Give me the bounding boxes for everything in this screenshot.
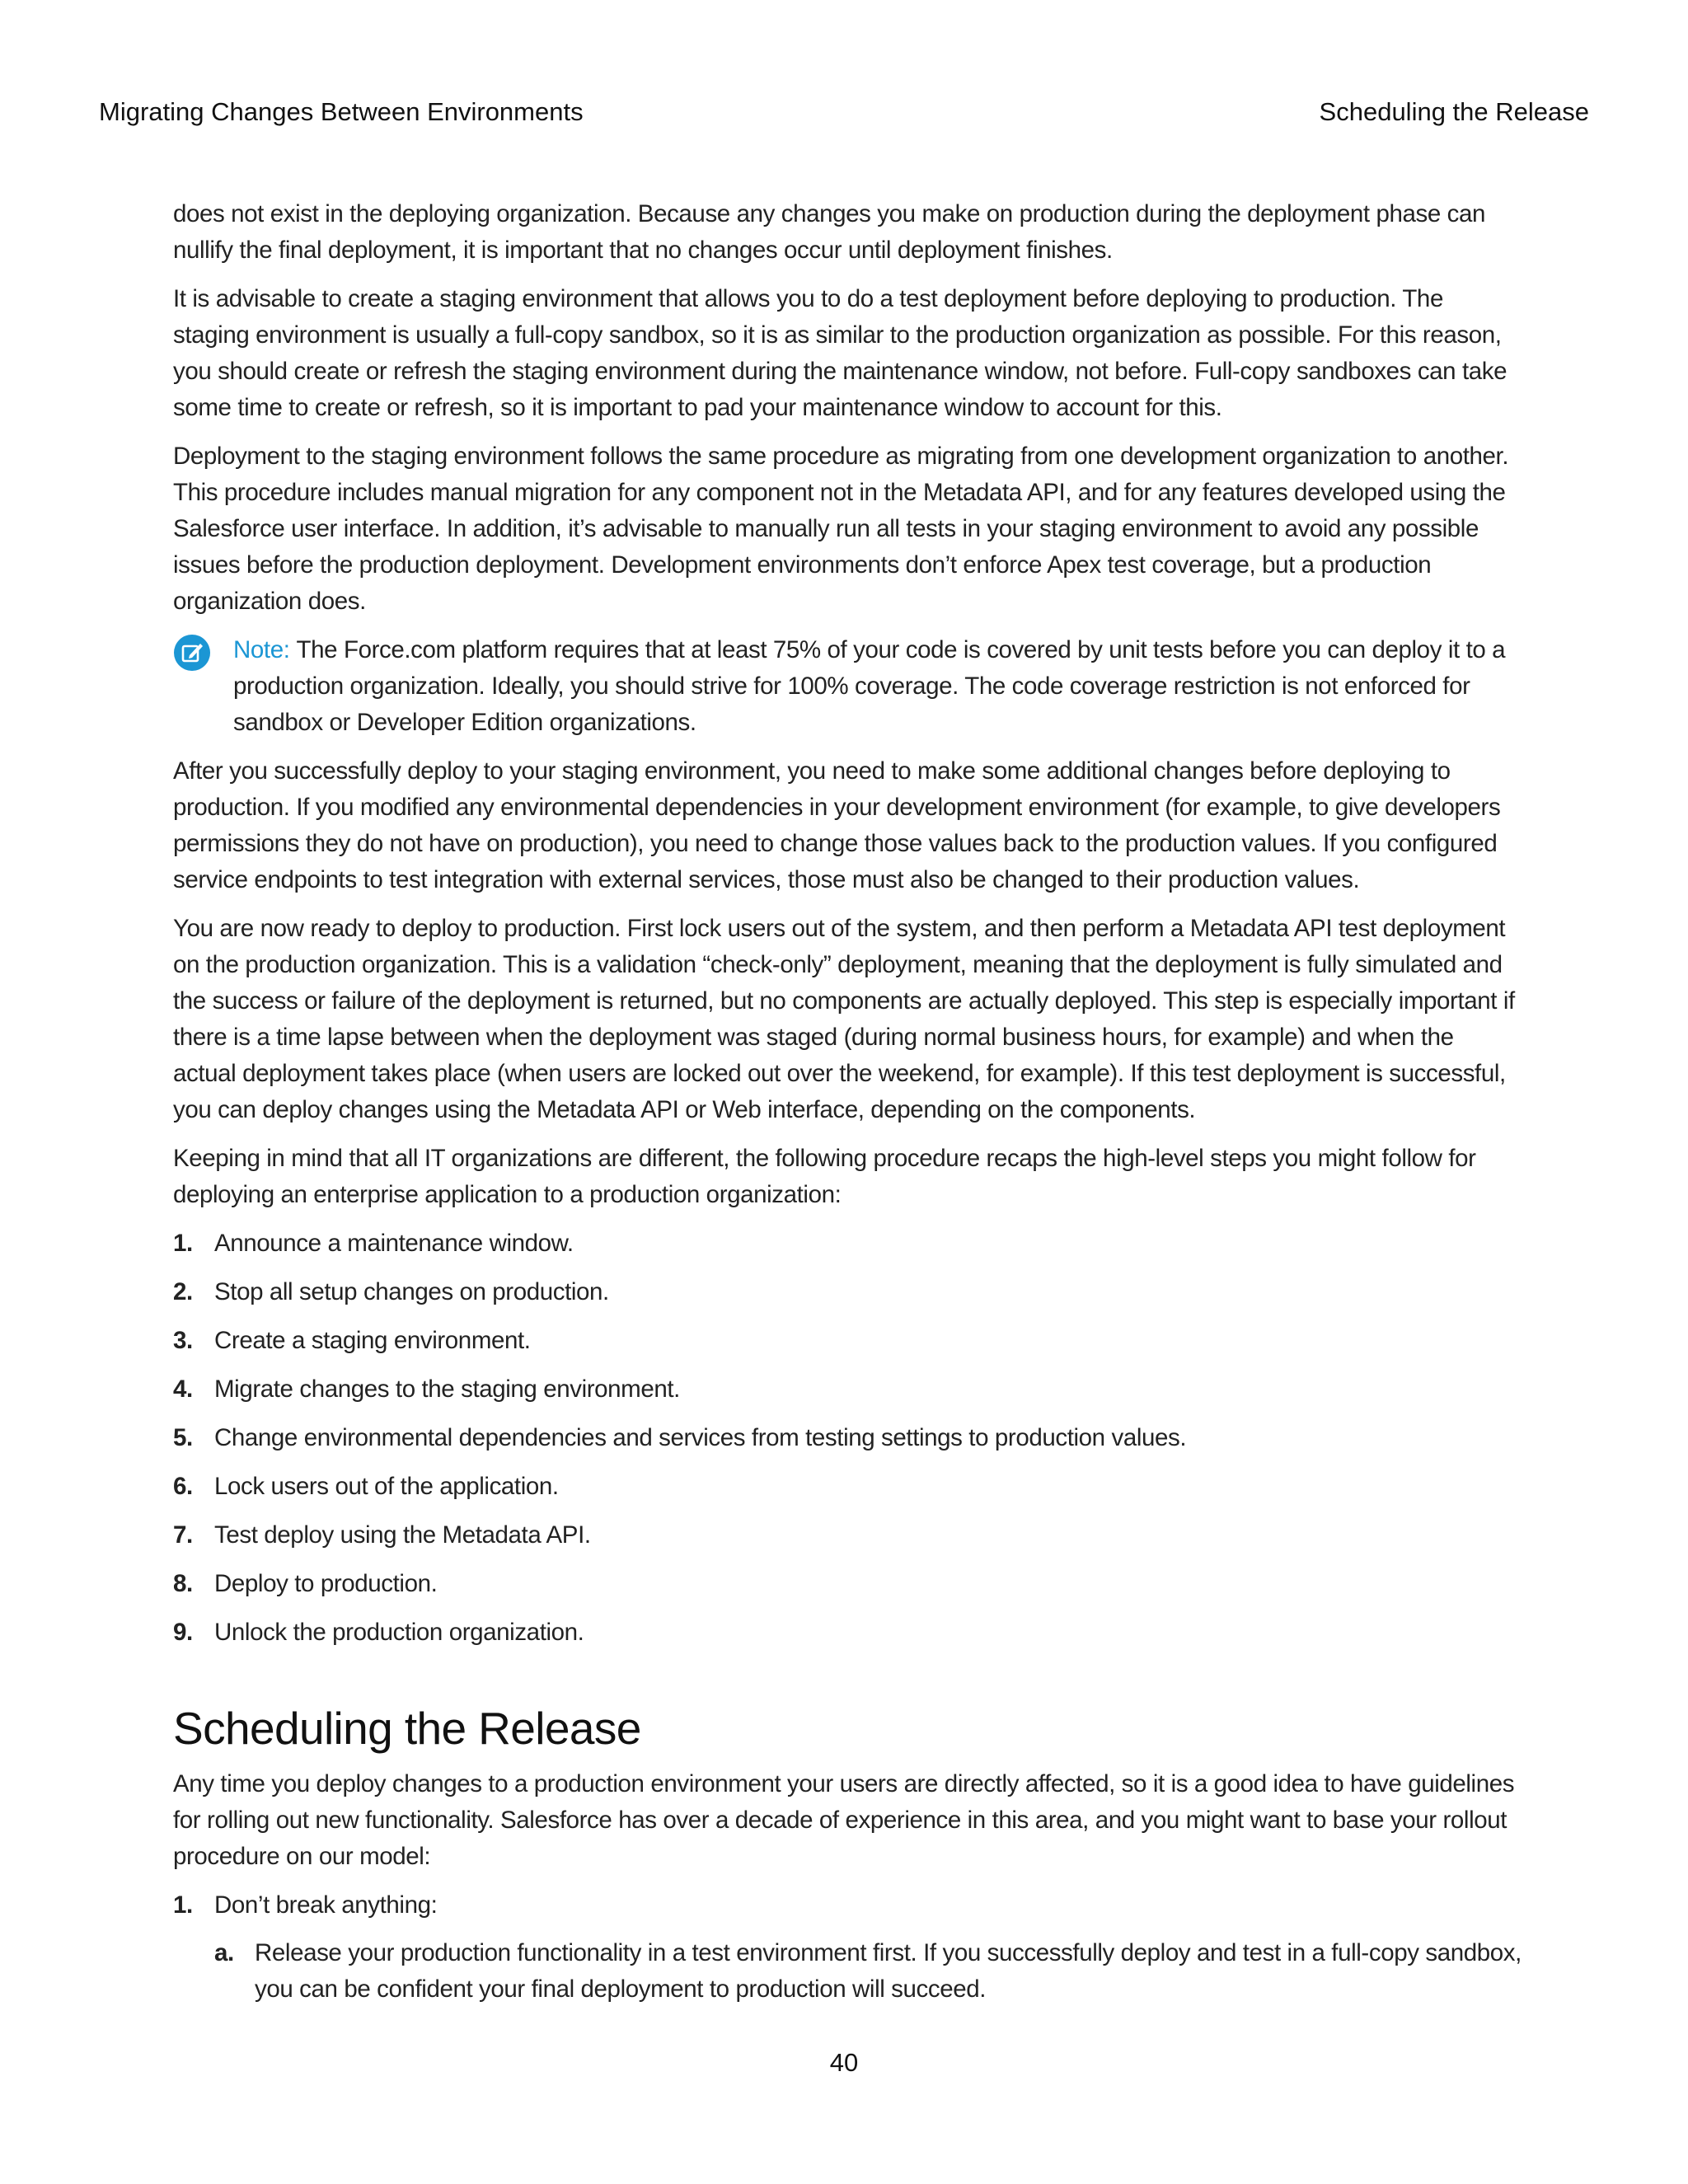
list-item bbox=[173, 1323, 1522, 1359]
header-section-title: Scheduling the Release bbox=[1319, 97, 1589, 126]
sub-list-item bbox=[214, 1935, 1522, 2008]
paragraph: It is advisable to create a staging environment that allows you to do a test deployment before deploying to production. The staging environment is usually a full-copy sandbox, so it is as similar to the production organization as possible. For this reason, you should create or refresh the staging environment during the maintenance window, not before. Full-copy sandboxes can take some time to create or refresh, so it is important to pad your maintenance window to account for this. bbox=[173, 285, 1507, 421]
list-item-number: 1. bbox=[173, 1230, 193, 1257]
list-item-text: Announce a maintenance window. bbox=[214, 1230, 574, 1257]
note-callout bbox=[173, 632, 1522, 741]
deployment-steps-list bbox=[173, 1226, 1522, 1651]
list-item-number: 2. bbox=[173, 1278, 193, 1305]
list-item-number: 3. bbox=[173, 1327, 193, 1354]
list-item-number: 5. bbox=[173, 1424, 193, 1451]
section-intro: Any time you deploy changes to a production environment your users are directly affected, so it is a good idea to have guidelines for rolling out new functionality. Salesforce has over a decade of experience in this area, and you might want to base your rollout procedure on our model: bbox=[173, 1770, 1515, 1870]
list-item-text: Change environmental dependencies and services from testing settings to production values. bbox=[214, 1424, 1187, 1451]
sub-list bbox=[214, 1935, 1522, 2008]
list-item-number: 8. bbox=[173, 1570, 193, 1597]
list-item bbox=[173, 1371, 1522, 1408]
list-item bbox=[173, 1469, 1522, 1505]
list-item-text: Stop all setup changes on production. bbox=[214, 1278, 609, 1305]
rollout-steps-list bbox=[173, 1887, 1522, 2008]
list-item-number: 4. bbox=[173, 1376, 193, 1403]
list-item-number: 6. bbox=[173, 1473, 193, 1500]
header-chapter-title: Migrating Changes Between Environments bbox=[99, 97, 584, 126]
paragraph: does not exist in the deploying organization. Because any changes you make on production during the deployment phase can nullify the final deployment, it is important that no changes occur until deployment finishes. bbox=[173, 200, 1485, 264]
sub-list-item-letter: a. bbox=[214, 1939, 234, 1966]
note-text: The Force.com platform requires that at least 75% of your code is covered by unit tests before you can deploy it to a production organization. Ideally, you should strive for 100% coverage. The code coverage restriction is not enforced for sandbox or Developer Edition organizations. bbox=[233, 636, 1506, 736]
page-number: 40 bbox=[829, 2048, 859, 2077]
list-item bbox=[173, 1887, 1522, 2008]
section-heading: Scheduling the Release bbox=[173, 1703, 641, 1754]
page-header bbox=[99, 97, 1589, 127]
list-item-text: Deploy to production. bbox=[214, 1570, 438, 1597]
paragraph: You are now ready to deploy to production. First lock users out of the system, and then perform a Metadata API test deployment on the production organization. This is a validation “check-only” deployment, meaning that the deployment is fully simulated and the success or failure of the deployment is returned, but no components are actually deployed. This step is especially important if there is a time lapse between when the deployment was staged (during normal business hours, for example) and when the actual deployment takes place (when users are locked out over the weekend, for example). If this test deployment is successful, you can deploy changes using the Metadata API or Web interface, depending on the components. bbox=[173, 915, 1515, 1123]
list-item bbox=[173, 1615, 1522, 1651]
paragraph: Keeping in mind that all IT organizations are different, the following procedure recaps the high-level steps you might follow for deploying an enterprise application to a production organization: bbox=[173, 1145, 1476, 1208]
list-item-number: 1. bbox=[173, 1891, 193, 1919]
edit-note-icon bbox=[173, 634, 211, 672]
page-content bbox=[173, 196, 1522, 2020]
list-item-number: 9. bbox=[173, 1619, 193, 1646]
list-item bbox=[173, 1226, 1522, 1262]
list-item-text: Migrate changes to the staging environment. bbox=[214, 1376, 680, 1403]
list-item bbox=[173, 1517, 1522, 1554]
list-item-text: Test deploy using the Metadata API. bbox=[214, 1521, 591, 1549]
paragraph: Deployment to the staging environment follows the same procedure as migrating from one development organization to another. This procedure includes manual migration for any component not in the Metadata API, and for any features developed using the Salesforce user interface. In addition, it’s advisable to manually run all tests in your staging environment to avoid any possible issues before the production deployment. Development environments don’t enforce Apex test coverage, but a production organization does. bbox=[173, 443, 1509, 615]
list-item-text: Unlock the production organization. bbox=[214, 1619, 584, 1646]
list-item-number: 7. bbox=[173, 1521, 193, 1549]
paragraph: After you successfully deploy to your staging environment, you need to make some additional changes before deploying to production. If you modified any environmental dependencies in your development environment (for example, to give developers permissions they do not have on production), you need to change those values back to the production values. If you configured service endpoints to test integration with external services, those must also be changed to their production values. bbox=[173, 757, 1501, 893]
list-item bbox=[173, 1274, 1522, 1310]
list-item-text: Don’t break anything: bbox=[214, 1891, 438, 1919]
note-label: Note: bbox=[233, 636, 290, 663]
list-item bbox=[173, 1420, 1522, 1456]
list-item-text: Lock users out of the application. bbox=[214, 1473, 559, 1500]
list-item-text: Create a staging environment. bbox=[214, 1327, 531, 1354]
sub-list-item-text: Release your production functionality in a test environment first. If you successfully deploy and test in a full-copy sandbox, you can be confident your final deployment to production will succeed. bbox=[255, 1939, 1522, 2003]
list-item bbox=[173, 1566, 1522, 1602]
